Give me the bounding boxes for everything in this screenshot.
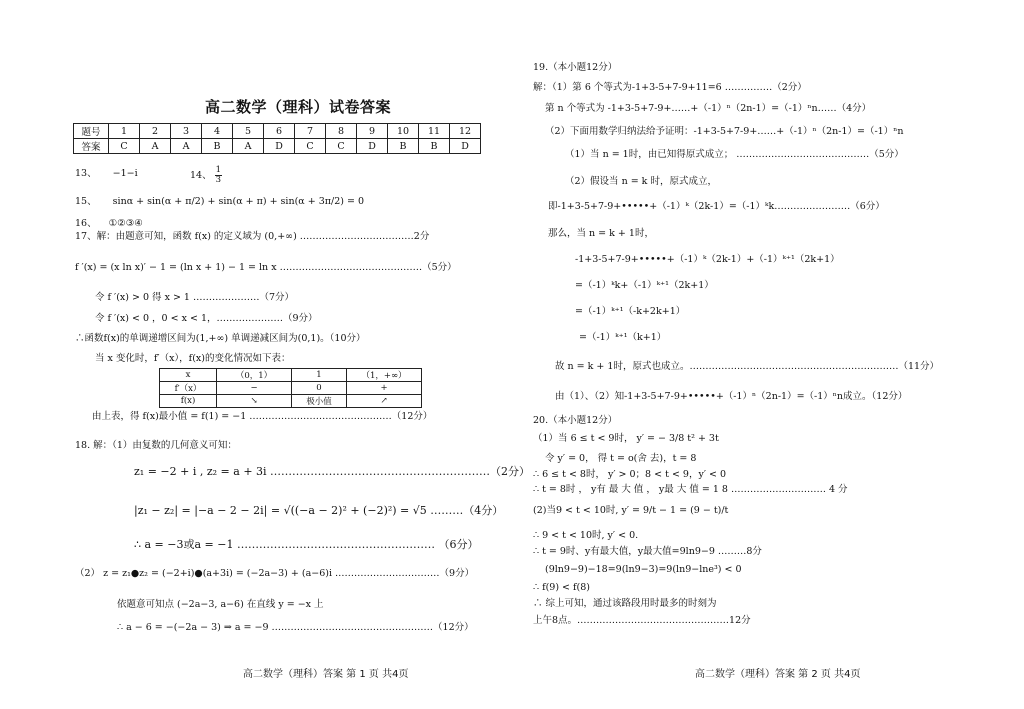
variation-table-function-row (160, 395, 422, 408)
q17-line-1: 17、解：由题意可知，函数 f(x) 的定义域为 (0,+∞) ………………………………2分 (75, 231, 430, 242)
q20-line-5: ∴ t = 8时 ， y有 最 大 值 ， y最 大 值 = 1 8 ………………………… 4 分 (533, 484, 848, 495)
answer-cell: C (109, 139, 140, 154)
q15 (75, 196, 364, 208)
q19-line-6: （2）假设当 n = k 时，原式成立， (565, 176, 717, 187)
q18-line-2: z₁ = −2 + i , z₂ = a + 3i ……………………………………………………（2分） (134, 465, 531, 478)
question-number: 11 (419, 124, 450, 139)
q20-line-10: ∴ f(9) < f(8) (533, 582, 591, 593)
question-number: 10 (388, 124, 419, 139)
q15-answer: sinα + sin(α + π/2) + sin(α + π) + sin(α + 3π/2) = 0 (112, 196, 364, 207)
answer-table-answer-row (74, 139, 481, 154)
q17-line-5: ∴函数f(x)的单调递增区间为(1,+∞) 单调递减区间为(0,1)。（10分） (75, 333, 366, 344)
q17-line-6: 当 x 变化时，f′（x），f(x)的变化情况如下表： (95, 353, 291, 364)
variation-cell: 1 (292, 369, 347, 382)
q20-line-4: ∴ 6 ≤ t < 8时， y′ > 0；8 < t < 9，y′ < 0 (533, 469, 727, 480)
answer-table-header-label: 题号 (74, 124, 109, 139)
answer-cell: B (419, 139, 450, 154)
answer-table-header-row (74, 124, 481, 139)
q18-line-1: 18. 解：（1）由复数的几何意义可知： (75, 440, 237, 451)
variation-table (159, 368, 422, 408)
q13 (75, 168, 138, 180)
answer-table-answer-label: 答案 (74, 139, 109, 154)
variation-cell: ↘ (217, 395, 292, 408)
q20-line-12: 上午8点。…………………………………………12分 (533, 615, 751, 626)
q13-answer: −1−i (112, 168, 138, 179)
q14-label: 14、 (190, 170, 212, 181)
q18-line-4: ∴ a = −3或a = −1 ……………………………………………… （6分） (134, 538, 479, 551)
q20-line-11: ∴ 综上可知，通过该路段用时最多的时刻为 (533, 598, 717, 609)
q13-label: 13、 (75, 168, 97, 179)
q16-label: 16、 (75, 218, 97, 229)
question-number: 9 (357, 124, 388, 139)
q19-line-3: 第 n 个等式为 -1+3-5+7-9+……+（-1）ⁿ（2n-1）=（-1）ⁿn……（4分） (545, 103, 872, 114)
q17-line-2: f ′(x) = (x ln x)′ − 1 = (ln x + 1) − 1 = ln x ………………………………………（5分） (75, 262, 457, 273)
variation-cell: x (160, 369, 217, 382)
variation-cell: + (347, 382, 422, 395)
q20-line-3: 令 y′ = 0， 得 t = o(舍 去)，t = 8 (545, 453, 697, 464)
q16 (75, 218, 143, 230)
q20-line-7: ∴ 9 < t < 10时, y′ < 0. (533, 530, 639, 541)
q14-numerator: 1 (215, 165, 222, 175)
question-number: 1 (109, 124, 140, 139)
answer-cell: D (357, 139, 388, 154)
q19-line-12: =（-1）ᵏ⁺¹（k+1） (579, 332, 667, 343)
q18-line-5: （2） z = z₁●z₂ = (−2+i)●(a+3i) = (−2a−3) + (a−6)i ……………………………（9分） (75, 568, 475, 579)
q19-line-2: 解：（1）第 6 个等式为-1+3-5+7-9+11=6 ……………（2分） (533, 82, 807, 93)
q14-fraction (215, 166, 222, 185)
answer-cell: D (264, 139, 295, 154)
variation-cell: （1，+∞） (347, 369, 422, 382)
question-number: 3 (171, 124, 202, 139)
q19-line-9: -1+3-5+7-9+•••••+（-1）ᵏ（2k-1）+（-1）ᵏ⁺¹（2k+1） (575, 254, 840, 265)
q18-line-6: 依题意可知点 (−2a−3, a−6) 在直线 y = −x 上 (117, 599, 324, 610)
question-number: 7 (295, 124, 326, 139)
q19-line-7: 即-1+3-5+7-9+•••••+（-1）ᵏ（2k-1）=（-1）ᵏk……………………（6分） (548, 201, 885, 212)
q19-line-5: （1）当 n = 1时，由已知得原式成立； ……………………………………（5分） (565, 149, 904, 160)
question-number: 8 (326, 124, 357, 139)
q15-label: 15、 (75, 196, 97, 207)
q20-line-8: ∴ t = 9时、y有最大值，y最大值=9ln9−9 ………8分 (533, 546, 762, 557)
q19-line-8: 那么，当 n = k + 1时， (548, 228, 654, 239)
variation-cell: ↗ (347, 395, 422, 408)
footer-left: 高二数学（理科）答案 第 1 页 共4页 (243, 669, 409, 680)
variation-cell: 0 (292, 382, 347, 395)
q17-line-4: 令 f ′(x) < 0 ，0 < x < 1，…………………（9分） (95, 313, 318, 324)
q20-line-1: 20.（本小题12分） (533, 415, 618, 426)
answer-cell: B (202, 139, 233, 154)
q20-line-9: (9ln9−9)−18=9(ln9−3)=9(ln9−lne³) < 0 (545, 564, 742, 575)
variation-table-derivative-row (160, 382, 422, 395)
q19-line-4: （2）下面用数学归纳法给予证明：-1+3-5+7-9+……+（-1）ⁿ（2n-1）=（-1）ⁿn (545, 126, 904, 137)
answer-cell: A (171, 139, 202, 154)
q19-line-14: 由（1）、（2）知-1+3-5+7-9+•••••+（-1）ⁿ（2n-1）=（-1）ⁿn成立。（12分） (555, 391, 908, 402)
q19-line-13: 故 n = k + 1时，原式也成立。…………………………………………………………（11分） (555, 361, 940, 372)
q14-denominator: 3 (215, 175, 222, 185)
question-number: 5 (233, 124, 264, 139)
variation-table-header (160, 369, 422, 382)
q20-line-6: (2)当9 < t < 10时, y′ = 9/t − 1 = (9 − t)/t (533, 505, 729, 516)
answer-cell: A (140, 139, 171, 154)
variation-cell: 极小值 (292, 395, 347, 408)
answer-cell: C (326, 139, 357, 154)
answer-table (73, 123, 481, 154)
variation-cell: （0，1） (217, 369, 292, 382)
footer-right: 高二数学（理科）答案 第 2 页 共4页 (695, 669, 861, 680)
answer-cell: A (233, 139, 264, 154)
variation-cell: − (217, 382, 292, 395)
question-number: 6 (264, 124, 295, 139)
q17-line-7: 由上表，得 f(x)最小值 = f(1) = −1 ………………………………………（12分） (92, 411, 433, 422)
question-number: 2 (140, 124, 171, 139)
q16-answer: ①②③④ (108, 218, 143, 229)
answer-cell: D (450, 139, 481, 154)
q19-line-11: =（-1）ᵏ⁺¹（-k+2k+1） (575, 306, 686, 317)
variation-cell: f′（x） (160, 382, 217, 395)
variation-cell: f(x) (160, 395, 217, 408)
question-number: 4 (202, 124, 233, 139)
q18-line-7: ∴ a − 6 = −(−2a − 3) ⇒ a = −9 ……………………………………………（12分） (117, 622, 474, 633)
q14 (190, 166, 222, 185)
q20-line-2: （1）当 6 ≤ t < 9时， y′ = − 3/8 t² + 3t (533, 433, 719, 444)
answer-cell: B (388, 139, 419, 154)
question-number: 12 (450, 124, 481, 139)
page-title: 高二数学（理科）试卷答案 (205, 98, 392, 116)
q19-line-1: 19.（本小题12分） (533, 62, 618, 73)
q19-line-10: =（-1）ᵏk+（-1）ᵏ⁺¹（2k+1） (575, 280, 714, 291)
q17-line-3: 令 f ′(x) > 0 得 x > 1 …………………（7分） (95, 292, 295, 303)
answer-cell: C (295, 139, 326, 154)
q18-line-3: |z₁ − z₂| = |−a − 2 − 2i| = √((−a − 2)² + (−2)²) = √5 ………（4分） (134, 504, 504, 517)
